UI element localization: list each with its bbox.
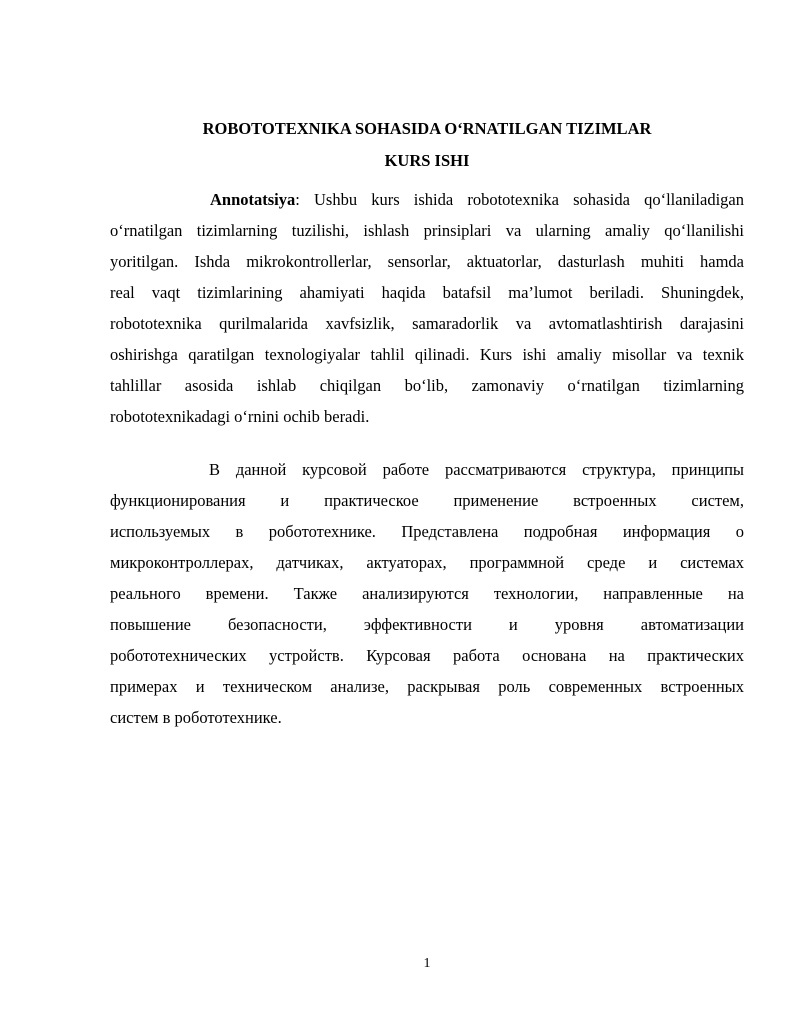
russian-line: робототехнических устройств. Курсовая работа основана на практических [110,646,744,665]
annotation-paragraph-ru [110,454,744,733]
document-title: ROBOTOTEXNIKA SOHASIDA O‘RNATILGAN TIZIMLAR [202,119,652,138]
annotation-line: yoritilgan. Ishda mikrokontrollerlar, sensorlar, aktuatorlar, dasturlash muhiti hamda [110,252,744,271]
annotation-paragraph-uz [110,184,744,432]
russian-line: используемых в робототехнике. Представлена подробная информация о [110,522,744,541]
russian-line: систем в робототехнике. [110,708,282,727]
annotation-line: o‘rnatilgan tizimlarning tuzilishi, ishlash prinsiplari va ularning amaliy qo‘llanilishi [110,221,744,240]
russian-line: микроконтроллерах, датчиках, актуаторах, программной среде и системах [110,553,744,572]
annotation-line: real vaqt tizimlarining ahamiyati haqida batafsil ma’lumot beriladi. Shuningdek, [110,283,744,302]
page-number: 1 [423,956,431,971]
russian-line: В данной курсовой работе рассматриваются структура, принципы [209,460,744,479]
russian-line: повышение безопасности, эффективности и уровня автоматизации [110,615,744,634]
russian-line: примерах и техническом анализе, раскрывая роль современных встроенных [110,677,744,696]
annotation-line: tahlillar asosida ishlab chiqilgan bo‘lib, zamonaviy o‘rnatilgan tizimlarning [110,376,744,395]
annotation-line [110,184,744,215]
annotation-label: Annotatsiya [210,190,296,209]
annotation-text: Ushbu kurs ishida robototexnika sohasida qo‘llaniladigan [299,190,744,209]
annotation-separator: : [295,190,300,209]
russian-line: реального времени. Также анализируются технологии, направленные на [110,584,744,603]
annotation-line: robototexnika qurilmalarida xavfsizlik, samaradorlik va avtomatlashtirish darajasini [110,314,744,333]
russian-line: функционирования и практическое применение встроенных систем, [110,491,744,510]
document-subtitle: KURS ISHI [384,151,470,170]
annotation-line: oshirishga qaratilgan texnologiyalar tahlil qilinadi. Kurs ishi amaliy misollar va texnik [110,345,744,364]
annotation-line: robototexnikadagi o‘rnini ochib beradi. [110,407,370,426]
